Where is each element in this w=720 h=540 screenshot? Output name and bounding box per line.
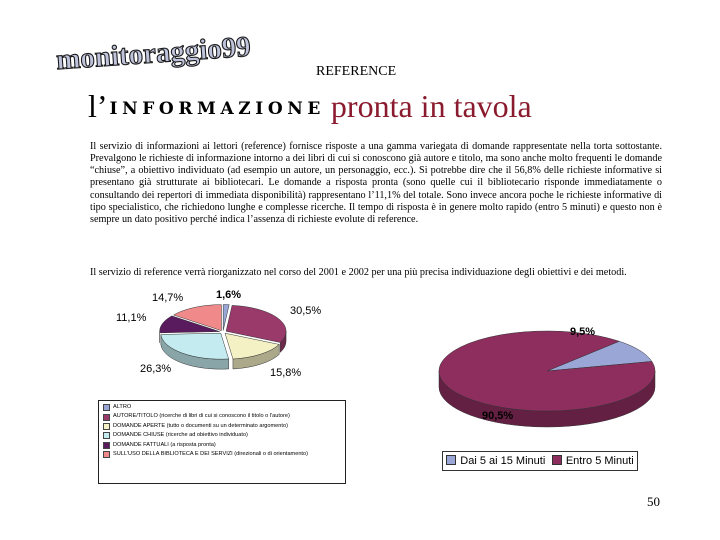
legend-label: ALTRO <box>113 404 132 410</box>
legend-swatch <box>103 432 110 439</box>
title-suffix: pronta in tavola <box>330 88 532 124</box>
page-title <box>88 88 532 125</box>
pie-value-label: 9,5% <box>570 326 596 338</box>
pie-value-label: 30,5% <box>290 305 322 317</box>
legend-label: DOMANDE APERTE (tutto o documenti su un determinato argomento) <box>113 422 288 429</box>
request-types-legend <box>98 400 346 484</box>
section-kicker: REFERENCE <box>316 64 397 79</box>
request-types-pie-chart <box>96 288 350 384</box>
title-caps: INFORMAZIONE <box>109 99 325 119</box>
legend-entry <box>552 455 634 467</box>
legend-label: DOMANDE CHIUSE (ricerche ad obiettivo individuato) <box>113 432 248 439</box>
legend-label: Dai 5 ai 15 Minuti <box>460 455 546 467</box>
legend-swatch <box>103 442 110 449</box>
response-time-legend <box>442 451 638 471</box>
legend-entry <box>103 431 341 440</box>
title-prefix: l’ <box>88 88 108 124</box>
legend-entry <box>103 441 341 450</box>
response-time-pie-chart <box>432 318 662 440</box>
pie-value-label: 14,7% <box>152 292 184 304</box>
pie-value-label: 26,3% <box>140 363 172 375</box>
legend-label: SULL'USO DELLA BIBLIOTECA E DEI SERVIZI (direzionali o di orientamento) <box>113 451 308 458</box>
logo-text: monitoraggio99 <box>55 30 252 77</box>
body-paragraph: Il servizio di informazioni ai lettori (reference) fornisce risposte a una gamma variegata di domande rappresentate nella torta sottostante. Prevalgono le richieste di informazione intorno a dei libri di cui si conoscono già autore e titolo, ma sono anche molto frequenti le domande “chiuse”, a obiettivo individuato (ad esempio un autore, un personaggio, ecc.). Si potrebbe dire che il 56,8% delle richieste informative si presentano già strutturate ai bibliotecari. Le domande a risposta pronta (sono quelle cui il bibliotecario risponde immediatamente o consultando dei repertori di immediata disponibilità) rappresentano l’11,1% del totale. Sono invece ancora poche le richieste informative di tipo specialistico, che richiedono lunghe e complesse ricerche. Il tempo di risposta è in genere molto rapido (entro 5 minuti) e questo non è sempre un dato positivo perché indica l’assenza di richieste evolute di reference. <box>90 141 662 225</box>
legend-entry <box>446 455 545 467</box>
body-paragraph: Il servizio di reference verrà riorganizzato nel corso del 2001 e 2002 per una più precisa individuazione degli obiettivi e dei metodi. <box>90 267 627 279</box>
pie-value-label: 90,5% <box>482 410 514 422</box>
legend-swatch <box>103 414 110 421</box>
legend-entry <box>103 403 341 412</box>
legend-label: Entro 5 Minuti <box>565 455 634 467</box>
legend-label: AUTORE/TITOLO (ricerche di libri di cui si conoscono il titolo o l'autore) <box>113 413 290 420</box>
legend-entry <box>103 422 341 431</box>
legend-swatch <box>552 455 562 465</box>
pie-value-label: 11,1% <box>116 312 147 324</box>
page-number: 50 <box>647 494 660 509</box>
pie-value-label: 1,6% <box>216 289 242 301</box>
legend-entry <box>103 412 341 421</box>
legend-swatch <box>103 404 110 411</box>
legend-label: DOMANDE FATTUALI (a risposta pronta) <box>113 441 216 448</box>
pie-value-label: 15,8% <box>270 367 302 379</box>
legend-swatch <box>446 455 456 465</box>
legend-swatch <box>103 423 110 430</box>
legend-entry <box>103 450 341 459</box>
legend-swatch <box>103 451 110 458</box>
monitoraggio99-logo <box>52 30 252 80</box>
